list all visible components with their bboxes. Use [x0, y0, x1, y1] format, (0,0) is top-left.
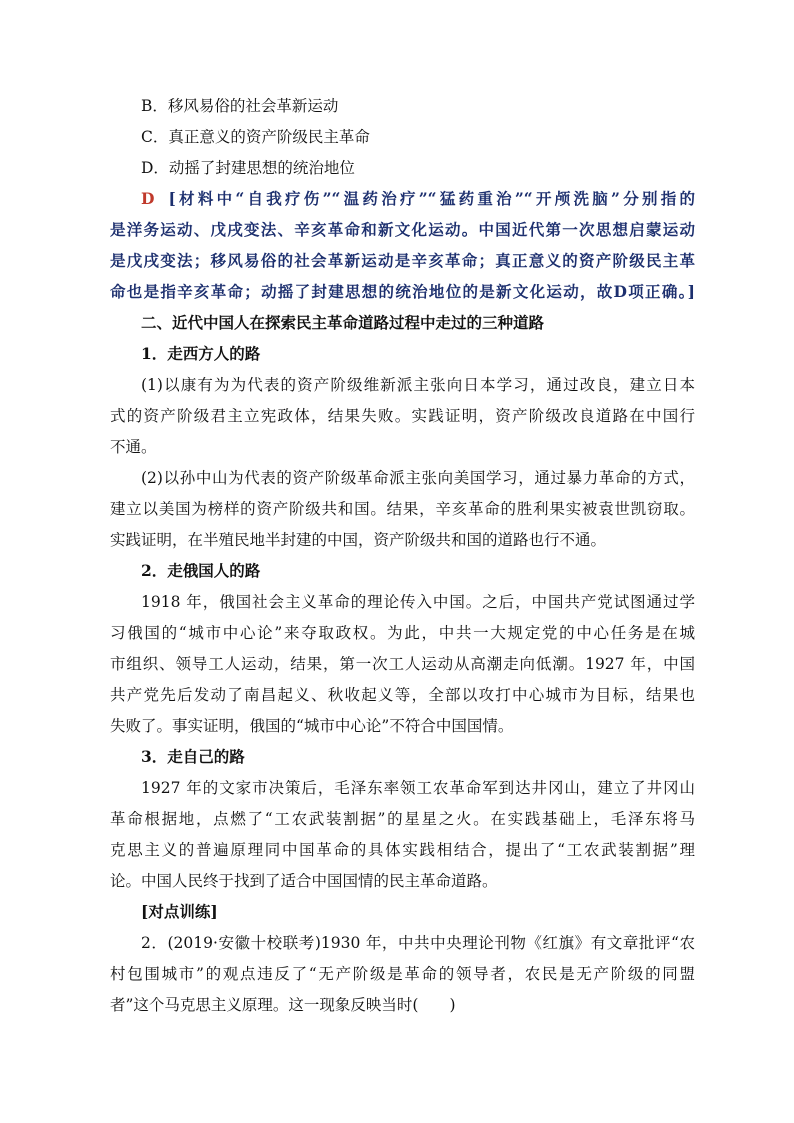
paragraph-line: 1918 年，俄国社会主义革命的理论传入中国。之后，中国共产党试图通过学	[141, 593, 695, 611]
paragraph-line: 习俄国的“城市中心论”来夺取政权。为此，中共一大规定党的中心任务是在城	[110, 624, 695, 642]
answer-line-2: 是洋务运动、戊戌变法、辛亥革命和新文化运动。中国近代第一次思想启蒙运动	[110, 220, 695, 239]
paragraph-line: 1927 年的文家市决策后，毛泽东率领工农革命军到达井冈山，建立了井冈山	[141, 779, 695, 797]
answer-line-4: 命也是指辛亥革命；动摇了封建思想的统治地位的是新文化运动，故D项正确。]	[110, 282, 695, 301]
option-b: B．移风易俗的社会革新运动	[141, 97, 339, 115]
question-line: 村包围城市”的观点违反了“无产阶级是革命的领导者，农民是无产阶级的同盟	[110, 965, 695, 983]
option-d: D．动摇了封建思想的统治地位	[141, 159, 355, 177]
paragraph-line: 共产党先后发动了南昌起义、秋收起义等，全部以攻打中心城市为目标，结果也	[110, 686, 695, 704]
answer-text: [材料中“自我疗伤”“温药治疗”“猛药重治”“开颅洗脑”分别指的	[168, 189, 695, 208]
answer-line-1	[141, 189, 695, 209]
training-label: [对点训练]	[141, 902, 218, 921]
paragraph-line: 失败了。事实证明，俄国的“城市中心论”不符合中国国情。	[110, 717, 514, 735]
paragraph-line: 市组织、领导工人运动，结果，第一次工人运动从高潮走向低潮。1927 年，中国	[110, 655, 695, 673]
paragraph-line: (1)以康有为为代表的资产阶级维新派主张向日本学习，通过改良，建立日本	[141, 376, 695, 394]
paragraph-line: 实践证明，在半殖民地半封建的中国，资产阶级共和国的道路也行不通。	[110, 531, 607, 549]
paragraph-line: 克思主义的普遍原理同中国革命的具体实践相结合，提出了“工农武装割据”理	[110, 841, 695, 859]
question-line: 2．(2019·安徽十校联考)1930 年，中共中央理论刊物《红旗》有文章批评“农	[141, 934, 695, 952]
paragraph-line: 建立以美国为榜样的资产阶级共和国。结果，辛亥革命的胜利果实被袁世凯窃取。	[110, 500, 695, 518]
paragraph-line: 革命根据地，点燃了“工农武装割据”的星星之火。在实践基础上，毛泽东将马	[110, 810, 695, 828]
answer-letter: D	[141, 189, 155, 208]
subheading-russia: 2．走俄国人的路	[141, 561, 261, 580]
section-heading: 二、近代中国人在探索民主革命道路过程中走过的三种道路	[141, 313, 545, 332]
subheading-own-road: 3．走自己的路	[141, 747, 245, 766]
answer-line-3: 是戊戌变法；移风易俗的社会革新运动是辛亥革命；真正意义的资产阶级民主革	[110, 251, 695, 270]
paragraph-line: 论。中国人民终于找到了适合中国国情的民主革命道路。	[110, 872, 498, 890]
subheading-west: 1．走西方人的路	[141, 344, 261, 363]
paragraph-line: 式的资产阶级君主立宪政体，结果失败。实践证明，资产阶级改良道路在中国行	[110, 407, 695, 425]
paragraph-line: (2)以孙中山为代表的资产阶级革命派主张向美国学习，通过暴力革命的方式，	[141, 469, 695, 487]
option-c: C．真正意义的资产阶级民主革命	[141, 128, 370, 146]
question-line: 者”这个马克思主义原理。这一现象反映当时( )	[110, 996, 456, 1014]
paragraph-line: 不通。	[110, 438, 157, 456]
